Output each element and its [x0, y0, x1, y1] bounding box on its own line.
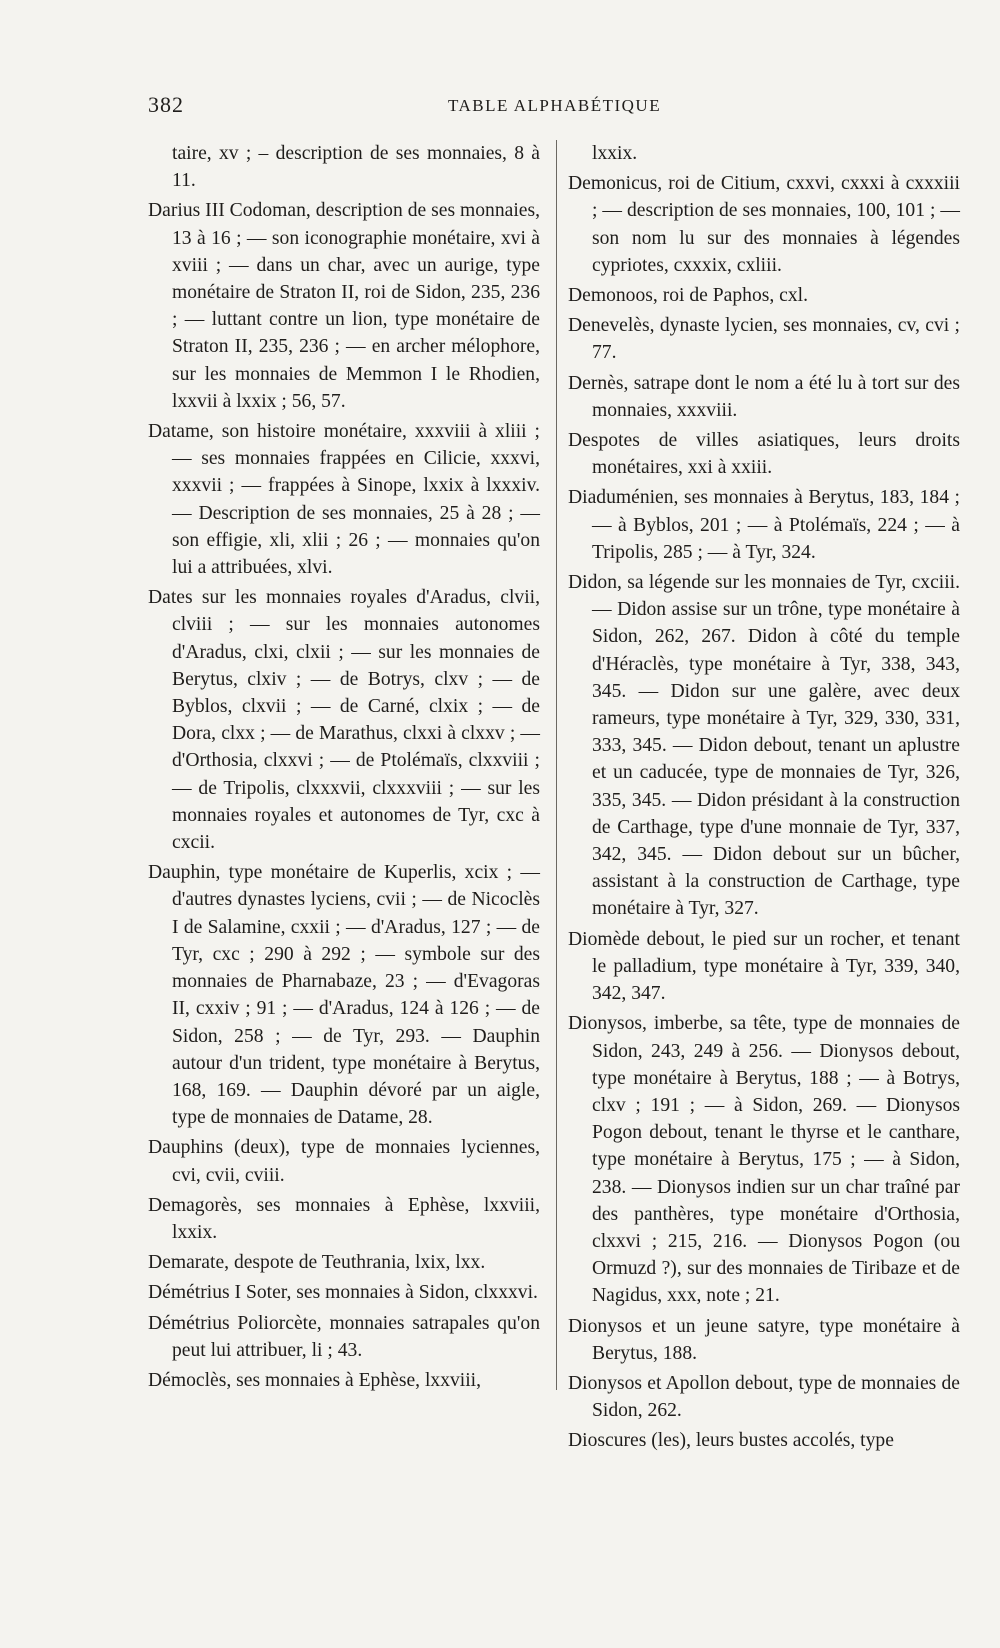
index-entry: Demonoos, roi de Paphos, cxl. [568, 285, 808, 307]
index-entry: Dionysos et Apollon debout, type de monnaies de Sidon, 262. [568, 1372, 960, 1422]
page-number: 382 [148, 92, 184, 117]
index-entry: Despotes de villes asiatiques, leurs droits monétaires, xxi à xxiii. [568, 430, 960, 479]
index-entry: Dioscures (les), leurs bustes accolés, type [568, 1430, 894, 1452]
index-entry: Demonicus, roi de Citium, cxxvi, cxxxi à cxxxiii ; — description de ses monnaies, 100, 101 ; — son nom lu sur des monnaies à légendes cypriotes, cxxxix, cxliii. [568, 173, 960, 276]
column-divider [556, 140, 557, 1390]
index-entry: Dauphins (deux), type de monnaies lyciennes, cvi, cvii, cviii. [148, 1137, 540, 1186]
index-entry: Darius III Codoman, description de ses monnaies, 13 à 16 ; — son iconographie monétaire, xvi à xviii ; — dans un char, avec un aurige, type monétaire de Straton II, roi de Sidon, 235, 236 ; — luttant contre un lion, type monétaire de Straton II, 235, 236 ; — en archer mélophore, sur les monnaies de Memmon I le Rhodien, lxxvii à lxxix ; 56, 57. [148, 200, 540, 412]
index-entry: Dates sur les monnaies royales d'Aradus, clvii, clviii ; — sur les monnaies autonomes d'Aradus, clxi, clxii ; — sur les monnaies de Berytus, clxiv ; — de Botrys, clxv ; — de Byblos, clxvii ; — de Carné, clxix ; — de Dora, clxx ; — de Marathus, clxxi à clxxv ; — d'Orthosia, clxxvi ; — de Ptolémaïs, clxxviii ; — de Tripolis, clxxxvii, clxxxviii ; — sur les monnaies royales et autonomes de Tyr, cxc à cxcii. [148, 587, 540, 854]
page-header [148, 92, 848, 122]
index-entry: Demagorès, ses monnaies à Ephèse, lxxviii, lxxix. [148, 1194, 540, 1243]
left-column [148, 140, 540, 1397]
index-entry: Diomède debout, le pied sur un rocher, et tenant le palladium, type monétaire à Tyr, 339, 340, 342, 347. [568, 928, 960, 1005]
index-entry: Dernès, satrape dont le nom a été lu à tort sur des monnaies, xxxviii. [568, 372, 960, 421]
index-entry: Didon, sa légende sur les monnaies de Tyr, cxciii. — Didon assise sur un trône, type monétaire à Sidon, 262, 267. Didon à côté du temple d'Héraclès, type monétaire à Tyr, 338, 343, 345. — Didon sur une galère, avec deux rameurs, type monétaire à Tyr, 329, 330, 331, 333, 345. — Didon debout, tenant un aplustre et un caducée, type de monnaies de Tyr, 326, 335, 345. — Didon présidant à la construction de Carthage, type d'une monnaie de Tyr, 337, 342, 345. — Didon debout sur un bûcher, assistant à la construction de Carthage, type monétaire à Tyr, 327. [568, 572, 960, 920]
index-entry: taire, xv ; – description de ses monnaies, 8 à 11. [172, 143, 540, 192]
index-entry: Datame, son histoire monétaire, xxxviii à xliii ; — ses monnaies frappées en Cilicie, xxxvi, xxxvii ; — frappées à Sinope, lxxix à lxxxiv. — Description de ses monnaies, 25 à 28 ; — son effigie, xli, xlii ; 26 ; — monnaies qu'on lui a attribuées, xlvi. [148, 421, 540, 579]
index-entry: Démoclès, ses monnaies à Ephèse, lxxviii, [148, 1369, 482, 1391]
right-column [568, 140, 960, 1458]
index-entry: lxxix. [592, 143, 638, 164]
index-entry: Démétrius Poliorcète, monnaies satrapales qu'on peut lui attribuer, li ; 43. [148, 1312, 540, 1361]
index-entry: Demarate, despote de Teuthrania, lxix, lxx. [148, 1252, 486, 1274]
index-entry: Dionysos, imberbe, sa tête, type de monnaies de Sidon, 243, 249 à 256. — Dionysos debout, type monétaire à Berytus, 188 ; — à Botrys, clxv ; 191 ; — à Sidon, 269. — Dionysos Pogon debout, tenant le thyrse et le canthare, type monétaire à Berytus, 175 ; — à Sidon, 238. — Dionysos indien sur un char traîné par des panthères, type monétaire d'Orthosia, clxxvi ; 215, 216. — Dionysos Pogon (ou Ormuzd ?), sur des monnaies de Tiribaze et de Nagidus, xxx, note ; 21. [568, 1013, 960, 1307]
index-entry: Démétrius I Soter, ses monnaies à Sidon, clxxxvi. [148, 1282, 538, 1304]
index-entry: Denevelès, dynaste lycien, ses monnaies, cv, cvi ; 77. [568, 315, 960, 364]
index-entry: Dionysos et un jeune satyre, type monétaire à Berytus, 188. [568, 1315, 960, 1364]
index-entry: Dauphin, type monétaire de Kuperlis, xcix ; — d'autres dynastes lyciens, cvii ; — de Nicoclès I de Salamine, cxxii ; — d'Aradus, 127 ; — de Tyr, cxc ; 290 à 292 ; — symbole sur des monnaies de Pharnabaze, 23 ; — d'Evagoras II, cxxiv ; 91 ; — d'Aradus, 124 à 126 ; — de Sidon, 258 ; — de Tyr, 293. — Dauphin autour d'un trident, type monétaire à Berytus, 168, 169. — Dauphin dévoré par un aigle, type de monnaies de Datame, 28. [148, 862, 540, 1129]
index-entry: Diaduménien, ses monnaies à Berytus, 183, 184 ; — à Byblos, 201 ; — à Ptolémaïs, 224 ; — à Tripolis, 285 ; — à Tyr, 324. [568, 487, 960, 563]
running-head: TABLE ALPHABÉTIQUE [448, 96, 662, 115]
